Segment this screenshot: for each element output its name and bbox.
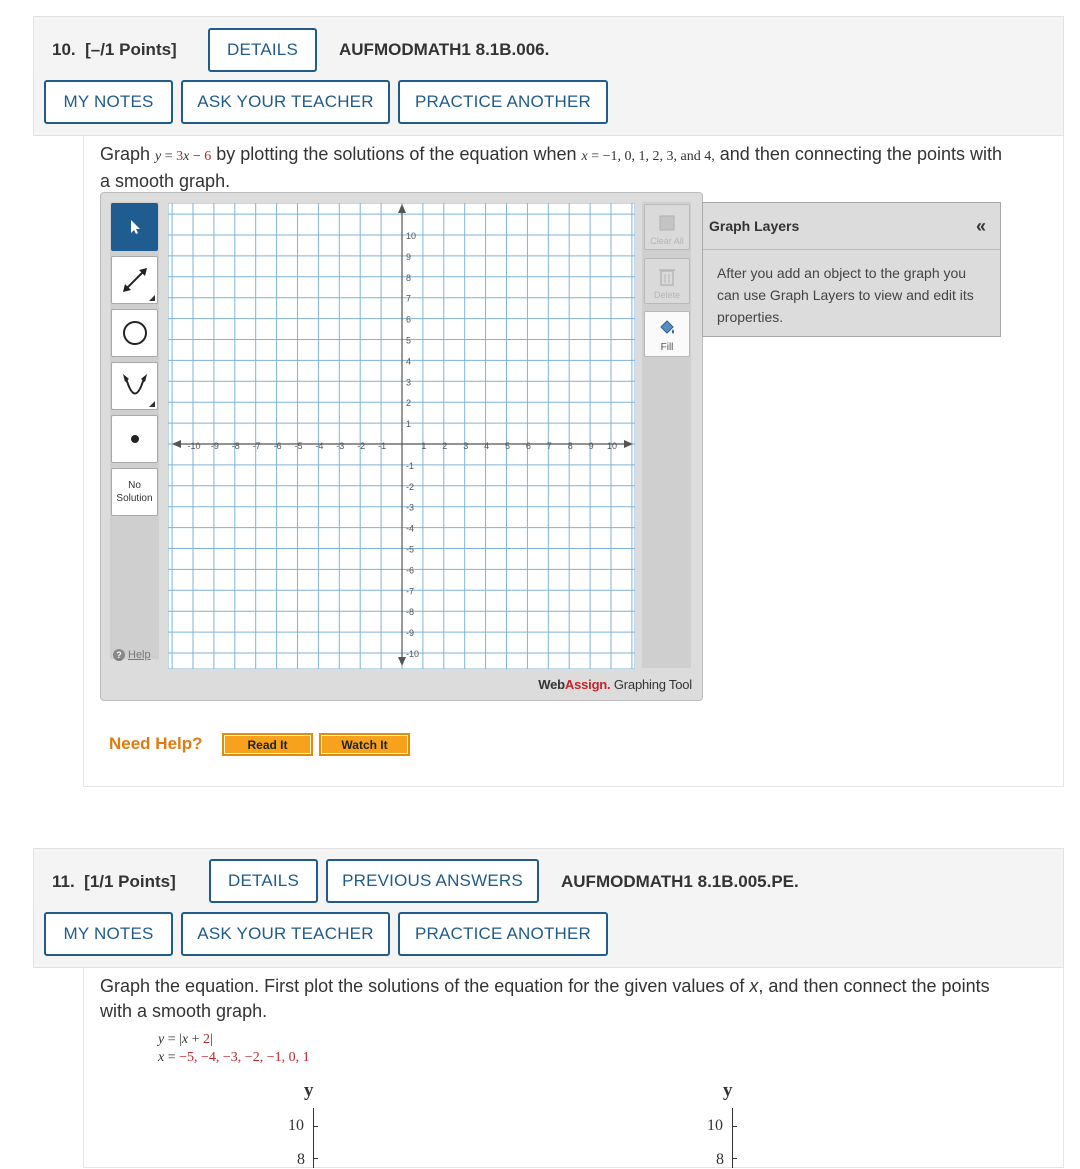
q11-number-text: 11. [52,872,75,891]
delete-button[interactable] [644,258,690,304]
q11-previous-answers-button[interactable]: PREVIOUS ANSWERS [326,859,539,903]
x-tick-label: 6 [525,441,531,451]
eq-y: y [155,149,162,164]
eq-x: x [183,149,190,164]
webassign-brand [538,677,692,692]
y-tick-label: 5 [406,335,412,346]
q10-xvalues [582,149,715,164]
point-icon [128,432,142,446]
y-tick-label: 6 [406,314,412,325]
graph-canvas[interactable] [168,203,635,669]
q11-eq-end: | [210,1032,213,1047]
eq-minus: − [189,149,205,164]
q11-left-y-label: y [304,1080,314,1101]
help-link[interactable] [113,649,151,661]
graphing-tool [100,192,703,701]
y-tick-label: -3 [406,502,415,513]
graph-layers-panel [702,202,1001,337]
graph-layers-title: Graph Layers [709,218,800,234]
y-tick-label: 8 [406,272,412,283]
q10-prompt [100,142,1060,194]
q11-graph-left [280,1080,340,1168]
q11-left-tick-10-mark [313,1126,318,1127]
fill-bucket-icon [657,319,677,337]
xvals-list: = −1, 0, 1, 2, 3, and 4, [587,149,715,164]
y-tick-label: -8 [406,607,415,618]
q10-details-button[interactable]: DETAILS [208,28,317,72]
q11-graph-right [699,1080,759,1168]
q11-ask-teacher-button[interactable]: ASK YOUR TEACHER [181,912,390,956]
y-tick-label: 9 [406,251,412,262]
action-column [642,202,691,668]
q11-my-notes-button[interactable]: MY NOTES [44,912,173,956]
q10-practice-another-button[interactable]: PRACTICE ANOTHER [398,80,608,124]
q11-prompt-c: with a smooth graph. [100,1001,268,1021]
q11-left-tick-8-mark [313,1158,318,1159]
q11-prompt-b: , and then connect the points [758,976,990,996]
graph-layers-description: After you add an object to the graph you can use Graph Layers to view and edit its properties. [717,265,974,325]
q11-number [52,872,176,892]
q11-right-tick-10-mark [732,1126,737,1127]
q11-details-button[interactable]: DETAILS [209,859,318,903]
y-tick-label: 3 [406,377,412,388]
q10-code: AUFMODMATH1 8.1B.006. [339,40,550,59]
graph-layers-header [703,203,1000,250]
xvals-x: x [581,149,588,164]
y-tick-label: -2 [406,481,415,492]
q11-xvals-list: −5, −4, −3, −2, −1, 0, 1 [179,1050,310,1065]
x-tick-label: 10 [606,441,618,451]
eq-constant: 6 [204,149,212,164]
x-tick-label: 1 [421,441,427,451]
watch-it-button[interactable]: Watch It [319,733,410,756]
parabola-tool[interactable] [111,362,158,410]
q10-equation [155,149,211,164]
q11-prompt [100,974,1060,1024]
q11-right-tick-8: 8 [716,1151,724,1168]
y-tick-label: -4 [406,523,415,534]
line-tool-options [149,295,155,301]
y-tick-label: 7 [406,293,412,304]
q11-prompt-x: x [749,976,759,996]
x-tick-label: -6 [273,441,282,451]
q11-left-y-axis [313,1108,314,1168]
y-tick-label: -5 [406,544,415,555]
q11-eq-x: x [181,1032,189,1047]
y-tick-label: -7 [406,586,415,597]
q11-eq-plus: + [188,1032,204,1047]
help-text: Help [128,649,151,661]
q11-left-tick-10: 10 [288,1117,304,1134]
y-tick-label: -10 [406,649,420,659]
y-tick-label: 1 [406,419,412,430]
x-tick-label: 9 [588,441,594,451]
y-tick-label: -6 [406,565,415,576]
no-solution-button[interactable] [111,468,158,516]
q11-xvalues [158,1050,310,1066]
q10-prompt-b: by plotting the solutions of the equation when [211,144,582,164]
q11-prompt-a: Graph the equation. First plot the solutions of the equation for the given values of [100,976,750,996]
no-solution-line2: Solution [116,493,153,504]
q10-prompt-a: Graph [100,144,156,164]
x-tick-label: -8 [231,441,240,451]
circle-icon [120,318,150,348]
q11-right-tick-10: 10 [707,1117,723,1134]
help-icon: ? [113,649,125,661]
x-tick-label: 8 [567,441,573,451]
q10-prompt-c: and then connecting the points with [714,144,1002,164]
x-tick-label: -2 [357,441,366,451]
q11-points: [1/1 Points] [84,872,176,891]
trash-icon [658,267,676,287]
y-tick-label: -1 [406,460,415,471]
x-tick-label: -7 [252,441,261,451]
q11-right-tick-8-mark [732,1158,737,1159]
fill-button[interactable] [644,311,690,357]
brand-rest: Graphing Tool [610,677,692,692]
q10-ask-teacher-button[interactable]: ASK YOUR TEACHER [181,80,390,124]
eq-equals: = [161,149,177,164]
fill-label: Fill [660,342,674,353]
brand-assign: Assign. [564,677,611,692]
pointer-tool[interactable] [111,203,158,251]
q11-right-y-axis [732,1108,733,1168]
q11-equation [158,1032,213,1048]
line-tool[interactable] [111,256,158,304]
line-icon [118,263,152,297]
y-tick-label: 4 [406,356,412,367]
parabola-tool-options [149,401,155,407]
x-tick-label: 7 [546,441,552,451]
x-tick-label: -3 [336,441,345,451]
read-it-button[interactable]: Read It [222,733,313,756]
need-help-label: Need Help? [109,734,203,753]
q10-points: [–/1 Points] [85,40,177,59]
no-solution-line1: No [128,480,141,491]
q11-eq-mid: = | [164,1032,182,1047]
q10-prompt-d: a smooth graph. [100,171,231,191]
q11-practice-another-button[interactable]: PRACTICE ANOTHER [398,912,608,956]
y-tick-label: 10 [406,231,417,241]
x-tick-label: -1 [378,441,387,451]
x-tick-label: -5 [294,441,303,451]
collapse-layers-button[interactable]: « [975,215,986,236]
x-tick-label: 2 [442,441,448,451]
brand-web: Web [538,677,565,692]
tool-palette [110,202,159,659]
x-tick-label: 3 [463,441,469,451]
y-tick-label: -9 [406,628,415,639]
q11-left-tick-8: 8 [297,1151,305,1168]
q11-code: AUFMODMATH1 8.1B.005.PE. [561,872,799,891]
circle-tool[interactable] [111,309,158,357]
x-tick-label: 4 [484,441,490,451]
q11-eq-constant: 2 [203,1032,211,1047]
x-tick-label: -10 [187,441,201,451]
clear-all-label: Clear All [650,236,684,246]
x-tick-label: -9 [210,441,219,451]
q11-eq-y: y [158,1032,165,1047]
clear-all-button[interactable] [644,204,690,250]
x-tick-label: 5 [504,441,511,451]
clear-all-icon [658,214,676,232]
q11-xvals-eq: = [164,1050,180,1065]
x-tick-label: -4 [315,441,324,451]
y-tick-label: 2 [406,398,412,409]
q11-right-y-label: y [723,1080,733,1101]
delete-label: Delete [653,290,680,300]
q10-number-text: 10. [52,40,76,59]
point-tool[interactable] [111,415,158,463]
q10-my-notes-button[interactable]: MY NOTES [44,80,173,124]
pointer-icon [127,218,143,236]
parabola-icon [118,369,152,403]
q10-number [52,40,177,60]
no-solution-label [116,479,152,505]
q11-xvals-x: x [158,1050,165,1065]
eq-coef: 3 [176,149,184,164]
